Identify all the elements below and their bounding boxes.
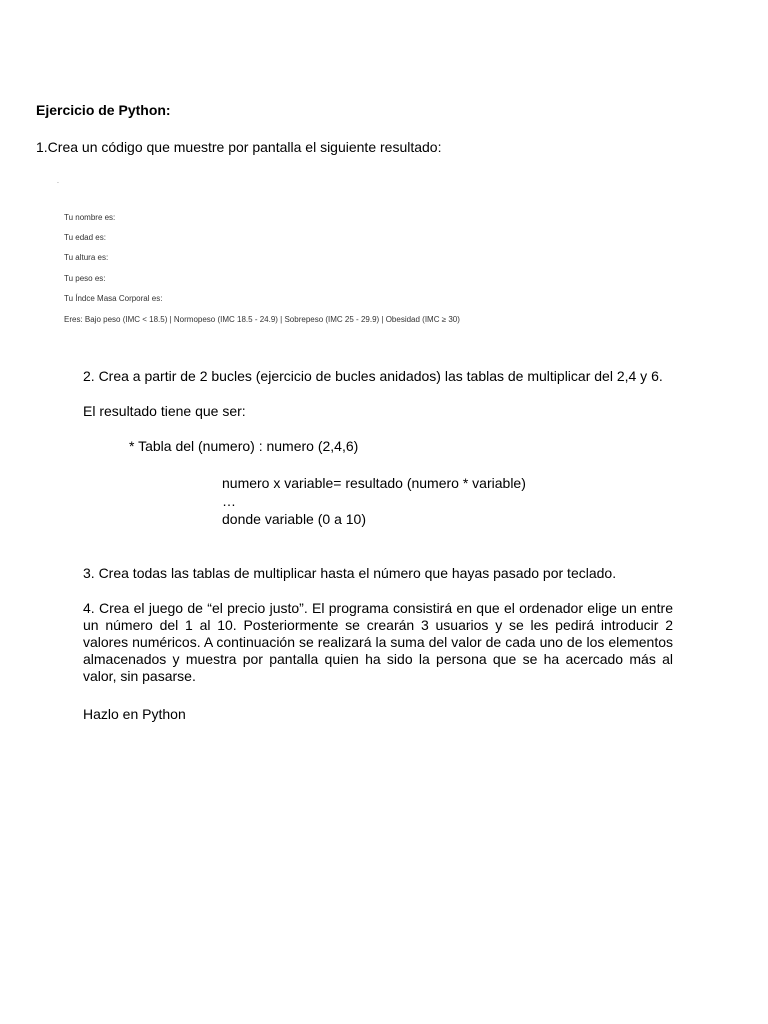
- closing-line: Hazlo en Python: [83, 706, 186, 722]
- question-2: 2. Crea a partir de 2 bucles (ejercicio de bucles anidados) las tablas de multiplicar del 2,4 y 6.: [83, 368, 663, 384]
- code-line-variable: donde variable (0 a 10): [222, 511, 366, 527]
- sample-line-edad: Tu edad es:: [64, 233, 106, 242]
- sample-line-nombre: Tu nombre es:: [64, 213, 116, 222]
- code-block: [222, 474, 526, 528]
- result-intro: El resultado tiene que ser:: [83, 403, 246, 419]
- exercise-title: Ejercicio de Python:: [36, 102, 171, 118]
- sample-line-imc: Tu Índce Masa Corporal es:: [64, 294, 163, 303]
- sample-line-peso: Tu peso es:: [64, 274, 106, 283]
- code-line-ellipsis: …: [222, 493, 236, 509]
- sample-line-altura: Tu altura es:: [64, 253, 109, 262]
- sample-line-categorias: Eres: Bajo peso (IMC < 18.5) | Normopeso (IMC 18.5 - 24.9) | Sobrepeso (IMC 25 - 29.9) | Obesidad (IMC ≥ 30): [64, 315, 460, 324]
- code-line-formula: numero x variable= resultado (numero * variable): [222, 475, 526, 491]
- question-1: 1.Crea un código que muestre por pantalla el siguiente resultado:: [36, 139, 442, 155]
- question-4: 4. Crea el juego de “el precio justo”. El programa consistirá en que el ordenador elige un entre un número del 1 al 10. Posteriormente se crearán 3 usuarios y se les pedirá introducir 2 valores numéricos. A continuación se realizará la suma del valor de cada uno de los elementos almacenados y muestra por pantalla quien ha sido la persona que se ha acercado más al valor, sin pasarse.: [83, 600, 673, 684]
- question-3: 3. Crea todas las tablas de multiplicar hasta el número que hayas pasado por teclado.: [83, 565, 617, 581]
- sample-dot: .: [57, 178, 59, 185]
- tabla-line: * Tabla del (numero) : numero (2,4,6): [129, 438, 359, 454]
